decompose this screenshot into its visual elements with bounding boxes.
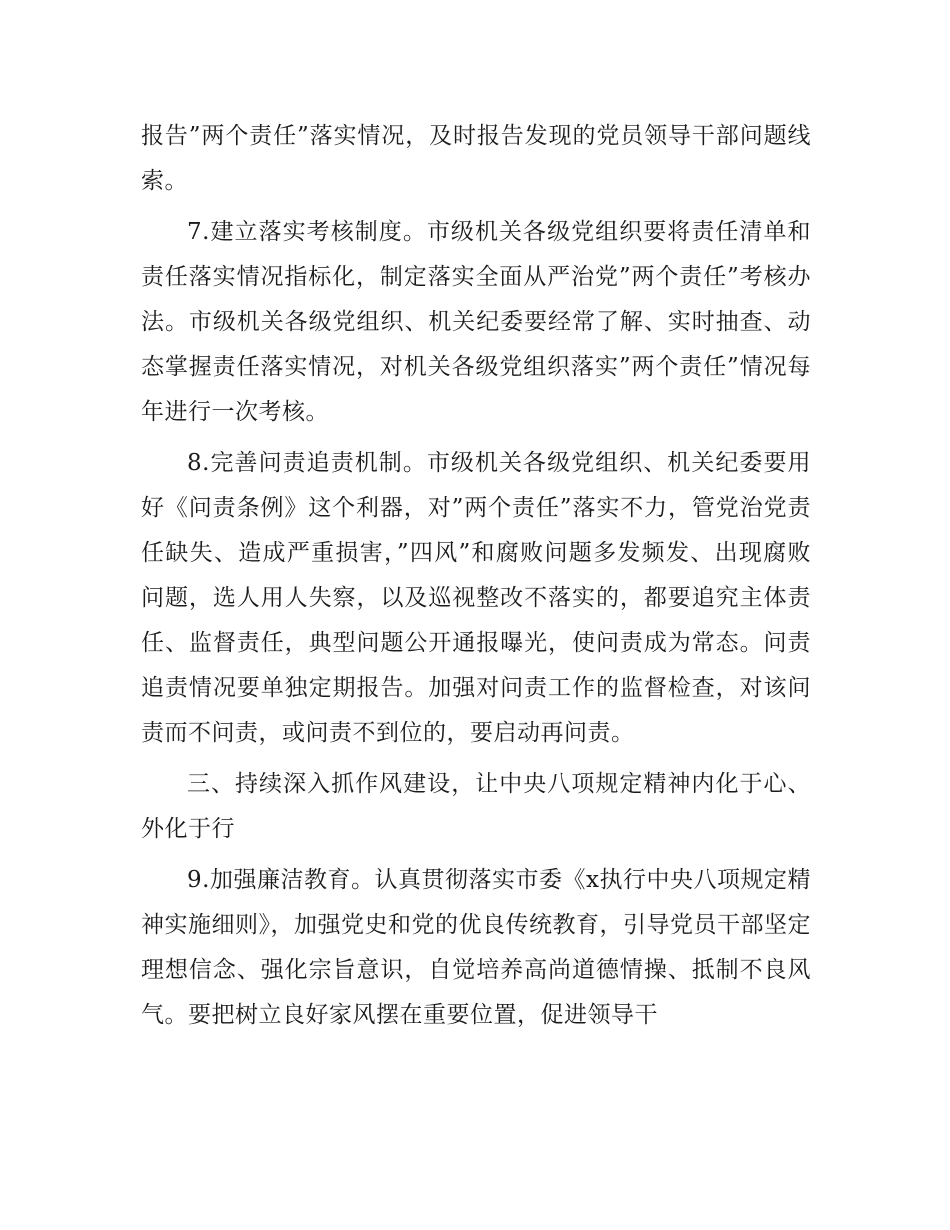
paragraph-continuation: 报告”两个责任”落实情况，及时报告发现的党员领导干部问题线索。 [141,123,811,194]
section-heading-3: 三、持续深入抓作风建设，让中央八项规定精神内化于心、外化于行 [141,771,811,842]
paragraph-item-7: 7.建立落实考核制度。市级机关各级党组织要将责任清单和责任落实情况指标化，制定落实全面从严治党”两个责任”考核办法。市级机关各级党组织、机关纪委要经常了解、实时抽查、动态掌握责任落实情况，对机关各级党组织落实”两个责任”情况每年进行一次考核。 [141,219,811,425]
paragraph-item-9: 9.加强廉洁教育。认真贯彻落实市委《x执行中央八项规定精神实施细则》，加强党史和党的优良传统教育，引导党员干部坚定理想信念、强化宗旨意识，自觉培养高尚道德情操、抵制不良风气。要把树立良好家风摆在重要位置，促进领导干 [141,867,811,1028]
paragraph-item-8: 8.完善问责追责机制。市级机关各级党组织、机关纪委要用好《问责条例》这个利器，对”两个责任”落实不力，管党治党责任缺失、造成严重损害，”四风”和腐败问题多发频发、出现腐败问题，选人用人失察，以及巡视整改不落实的，都要追究主体责任、监督责任，典型问题公开通报曝光，使问责成为常态。问责追责情况要单独定期报告。加强对问责工作的监督检查，对该问责而不问责，或问责不到位的，要启动再问责。 [141,450,811,746]
document-body [141,114,811,1044]
